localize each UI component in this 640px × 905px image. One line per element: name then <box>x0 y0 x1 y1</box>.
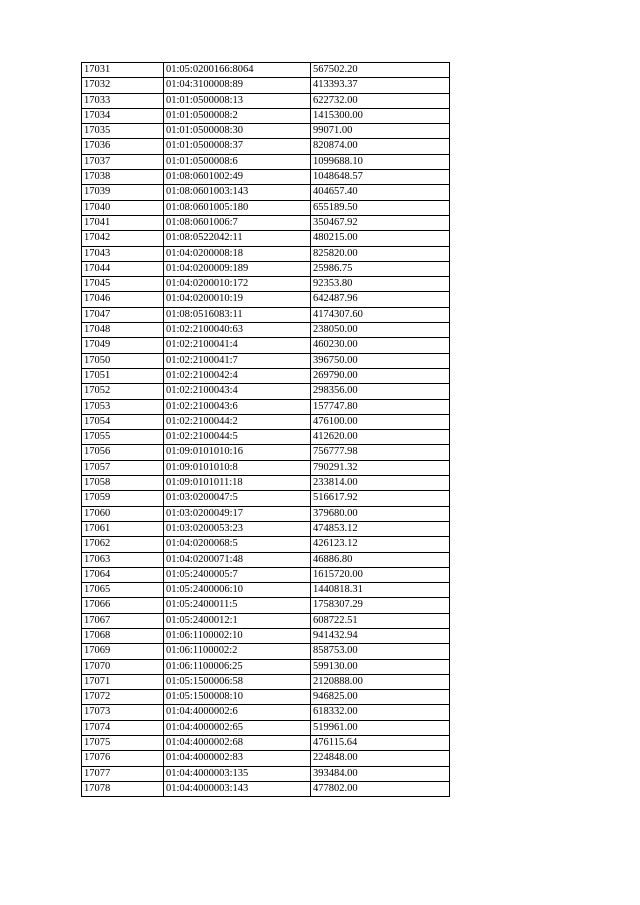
cadastral-number-cell: 01:01:0500008:37 <box>164 139 311 154</box>
cadastral-number-cell: 01:09:0101010:16 <box>164 445 311 460</box>
row-number-cell: 17040 <box>82 200 164 215</box>
value-cell: 426123.12 <box>311 537 450 552</box>
row-number-cell: 17050 <box>82 353 164 368</box>
table-row <box>82 292 450 307</box>
row-number-cell: 17067 <box>82 613 164 628</box>
table-row <box>82 736 450 751</box>
value-cell: 350467.92 <box>311 215 450 230</box>
cadastral-number-cell: 01:02:2100043:6 <box>164 399 311 414</box>
table-row <box>82 613 450 628</box>
table-row <box>82 628 450 643</box>
row-number-cell: 17053 <box>82 399 164 414</box>
row-number-cell: 17072 <box>82 690 164 705</box>
table-row <box>82 338 450 353</box>
cadastral-number-cell: 01:05:2400006:10 <box>164 583 311 598</box>
cadastral-number-cell: 01:03:0200053:23 <box>164 521 311 536</box>
row-number-cell: 17076 <box>82 751 164 766</box>
row-number-cell: 17064 <box>82 567 164 582</box>
value-cell: 858753.00 <box>311 644 450 659</box>
row-number-cell: 17077 <box>82 766 164 781</box>
value-cell: 941432.94 <box>311 628 450 643</box>
row-number-cell: 17043 <box>82 246 164 261</box>
value-cell: 480215.00 <box>311 231 450 246</box>
value-cell: 790291.32 <box>311 460 450 475</box>
cadastral-number-cell: 01:08:0516083:11 <box>164 307 311 322</box>
row-number-cell: 17034 <box>82 108 164 123</box>
value-cell: 99071.00 <box>311 124 450 139</box>
cadastral-number-cell: 01:05:2400005:7 <box>164 567 311 582</box>
value-cell: 1615720.00 <box>311 567 450 582</box>
cadastral-number-cell: 01:04:0200071:48 <box>164 552 311 567</box>
value-cell: 2120888.00 <box>311 674 450 689</box>
value-cell: 1099688.10 <box>311 154 450 169</box>
row-number-cell: 17058 <box>82 476 164 491</box>
row-number-cell: 17070 <box>82 659 164 674</box>
row-number-cell: 17033 <box>82 93 164 108</box>
row-number-cell: 17073 <box>82 705 164 720</box>
table-row <box>82 384 450 399</box>
cadastral-number-cell: 01:02:2100042:4 <box>164 368 311 383</box>
row-number-cell: 17063 <box>82 552 164 567</box>
value-cell: 46886.80 <box>311 552 450 567</box>
table-row <box>82 521 450 536</box>
row-number-cell: 17037 <box>82 154 164 169</box>
row-number-cell: 17052 <box>82 384 164 399</box>
cadastral-number-cell: 01:01:0500008:30 <box>164 124 311 139</box>
row-number-cell: 17042 <box>82 231 164 246</box>
value-cell: 238050.00 <box>311 323 450 338</box>
value-cell: 946825.00 <box>311 690 450 705</box>
cadastral-number-cell: 01:01:0500008:6 <box>164 154 311 169</box>
table-row <box>82 185 450 200</box>
table-row <box>82 368 450 383</box>
row-number-cell: 17039 <box>82 185 164 200</box>
table-row <box>82 766 450 781</box>
cadastral-number-cell: 01:08:0601003:143 <box>164 185 311 200</box>
table-row <box>82 323 450 338</box>
row-number-cell: 17055 <box>82 430 164 445</box>
cadastral-number-cell: 01:04:4000002:83 <box>164 751 311 766</box>
table-row <box>82 277 450 292</box>
cadastral-number-cell: 01:03:0200049:17 <box>164 506 311 521</box>
row-number-cell: 17061 <box>82 521 164 536</box>
cadastral-number-cell: 01:08:0522042:11 <box>164 231 311 246</box>
cadastral-number-cell: 01:05:1500008:10 <box>164 690 311 705</box>
value-cell: 519961.00 <box>311 720 450 735</box>
row-number-cell: 17069 <box>82 644 164 659</box>
value-cell: 269790.00 <box>311 368 450 383</box>
value-cell: 393484.00 <box>311 766 450 781</box>
table-row <box>82 674 450 689</box>
table-row <box>82 399 450 414</box>
value-cell: 825820.00 <box>311 246 450 261</box>
cadastral-number-cell: 01:04:4000002:65 <box>164 720 311 735</box>
cadastral-number-cell: 01:06:1100002:2 <box>164 644 311 659</box>
value-cell: 298356.00 <box>311 384 450 399</box>
value-cell: 618332.00 <box>311 705 450 720</box>
value-cell: 622732.00 <box>311 93 450 108</box>
cadastral-number-cell: 01:05:2400011:5 <box>164 598 311 613</box>
cadastral-number-cell: 01:03:0200047:5 <box>164 491 311 506</box>
value-cell: 476115.64 <box>311 736 450 751</box>
cadastral-number-cell: 01:04:0200009:189 <box>164 261 311 276</box>
cadastral-number-cell: 01:04:4000002:68 <box>164 736 311 751</box>
cadastral-number-cell: 01:02:2100041:4 <box>164 338 311 353</box>
row-number-cell: 17066 <box>82 598 164 613</box>
table-row <box>82 414 450 429</box>
cadastral-number-cell: 01:04:3100008:89 <box>164 78 311 93</box>
cadastral-number-cell: 01:02:2100044:5 <box>164 430 311 445</box>
value-cell: 476100.00 <box>311 414 450 429</box>
cadastral-number-cell: 01:02:2100040:63 <box>164 323 311 338</box>
cadastral-number-cell: 01:04:4000002:6 <box>164 705 311 720</box>
table-row <box>82 491 450 506</box>
table-row <box>82 445 450 460</box>
row-number-cell: 17074 <box>82 720 164 735</box>
table-row <box>82 108 450 123</box>
cadastral-number-cell: 01:06:1100002:10 <box>164 628 311 643</box>
table-row <box>82 154 450 169</box>
cadastral-number-cell: 01:06:1100006:25 <box>164 659 311 674</box>
table-row <box>82 200 450 215</box>
value-cell: 642487.96 <box>311 292 450 307</box>
value-cell: 474853.12 <box>311 521 450 536</box>
cadastral-number-cell: 01:04:0200010:172 <box>164 277 311 292</box>
table-row <box>82 78 450 93</box>
table-row <box>82 720 450 735</box>
value-cell: 25986.75 <box>311 261 450 276</box>
value-cell: 4174307.60 <box>311 307 450 322</box>
row-number-cell: 17047 <box>82 307 164 322</box>
row-number-cell: 17059 <box>82 491 164 506</box>
value-cell: 756777.98 <box>311 445 450 460</box>
row-number-cell: 17056 <box>82 445 164 460</box>
cadastral-number-cell: 01:04:4000003:143 <box>164 781 311 796</box>
value-cell: 477802.00 <box>311 781 450 796</box>
value-cell: 92353.80 <box>311 277 450 292</box>
value-cell: 516617.92 <box>311 491 450 506</box>
table-row <box>82 215 450 230</box>
row-number-cell: 17065 <box>82 583 164 598</box>
row-number-cell: 17049 <box>82 338 164 353</box>
table-row <box>82 567 450 582</box>
value-cell: 1048648.57 <box>311 170 450 185</box>
cadastral-number-cell: 01:01:0500008:13 <box>164 93 311 108</box>
row-number-cell: 17051 <box>82 368 164 383</box>
row-number-cell: 17046 <box>82 292 164 307</box>
table-row <box>82 139 450 154</box>
table-row <box>82 781 450 796</box>
cadastral-number-cell: 01:02:2100043:4 <box>164 384 311 399</box>
value-cell: 379680.00 <box>311 506 450 521</box>
row-number-cell: 17057 <box>82 460 164 475</box>
data-table <box>81 62 450 797</box>
table-row <box>82 93 450 108</box>
cadastral-number-cell: 01:02:2100044:2 <box>164 414 311 429</box>
table-row <box>82 659 450 674</box>
table-row <box>82 705 450 720</box>
value-cell: 412620.00 <box>311 430 450 445</box>
table-row <box>82 690 450 705</box>
value-cell: 567502.20 <box>311 63 450 78</box>
cadastral-number-cell: 01:08:0601006:7 <box>164 215 311 230</box>
cadastral-number-cell: 01:04:0200010:19 <box>164 292 311 307</box>
table-row <box>82 644 450 659</box>
value-cell: 1758307.29 <box>311 598 450 613</box>
table-row <box>82 506 450 521</box>
row-number-cell: 17075 <box>82 736 164 751</box>
cadastral-number-cell: 01:02:2100041:7 <box>164 353 311 368</box>
value-cell: 224848.00 <box>311 751 450 766</box>
row-number-cell: 17071 <box>82 674 164 689</box>
cadastral-number-cell: 01:04:4000003:135 <box>164 766 311 781</box>
value-cell: 233814.00 <box>311 476 450 491</box>
cadastral-number-cell: 01:01:0500008:2 <box>164 108 311 123</box>
cadastral-number-cell: 01:04:0200068:5 <box>164 537 311 552</box>
value-cell: 820874.00 <box>311 139 450 154</box>
value-cell: 396750.00 <box>311 353 450 368</box>
cadastral-number-cell: 01:04:0200008:18 <box>164 246 311 261</box>
cadastral-number-cell: 01:08:0601002:49 <box>164 170 311 185</box>
table-row <box>82 537 450 552</box>
row-number-cell: 17060 <box>82 506 164 521</box>
row-number-cell: 17041 <box>82 215 164 230</box>
table-row <box>82 598 450 613</box>
cadastral-number-cell: 01:05:0200166:8064 <box>164 63 311 78</box>
table-row <box>82 246 450 261</box>
value-cell: 413393.37 <box>311 78 450 93</box>
table-row <box>82 583 450 598</box>
value-cell: 608722.51 <box>311 613 450 628</box>
row-number-cell: 17038 <box>82 170 164 185</box>
row-number-cell: 17078 <box>82 781 164 796</box>
value-cell: 1415300.00 <box>311 108 450 123</box>
table-row <box>82 460 450 475</box>
table-row <box>82 170 450 185</box>
table-row <box>82 307 450 322</box>
table-row <box>82 476 450 491</box>
row-number-cell: 17035 <box>82 124 164 139</box>
table-row <box>82 353 450 368</box>
table-row <box>82 430 450 445</box>
cadastral-number-cell: 01:05:1500006:58 <box>164 674 311 689</box>
table-body <box>82 63 450 797</box>
row-number-cell: 17031 <box>82 63 164 78</box>
value-cell: 1440818.31 <box>311 583 450 598</box>
row-number-cell: 17045 <box>82 277 164 292</box>
cadastral-number-cell: 01:08:0601005:180 <box>164 200 311 215</box>
row-number-cell: 17054 <box>82 414 164 429</box>
table-row <box>82 124 450 139</box>
cadastral-number-cell: 01:09:0101010:8 <box>164 460 311 475</box>
value-cell: 655189.50 <box>311 200 450 215</box>
row-number-cell: 17032 <box>82 78 164 93</box>
row-number-cell: 17068 <box>82 628 164 643</box>
table-row <box>82 63 450 78</box>
cadastral-number-cell: 01:09:0101011:18 <box>164 476 311 491</box>
row-number-cell: 17036 <box>82 139 164 154</box>
value-cell: 157747.80 <box>311 399 450 414</box>
table-row <box>82 261 450 276</box>
value-cell: 404657.40 <box>311 185 450 200</box>
table-row <box>82 751 450 766</box>
value-cell: 599130.00 <box>311 659 450 674</box>
cadastral-number-cell: 01:05:2400012:1 <box>164 613 311 628</box>
row-number-cell: 17044 <box>82 261 164 276</box>
row-number-cell: 17062 <box>82 537 164 552</box>
table-row <box>82 231 450 246</box>
table-row <box>82 552 450 567</box>
value-cell: 460230.00 <box>311 338 450 353</box>
row-number-cell: 17048 <box>82 323 164 338</box>
